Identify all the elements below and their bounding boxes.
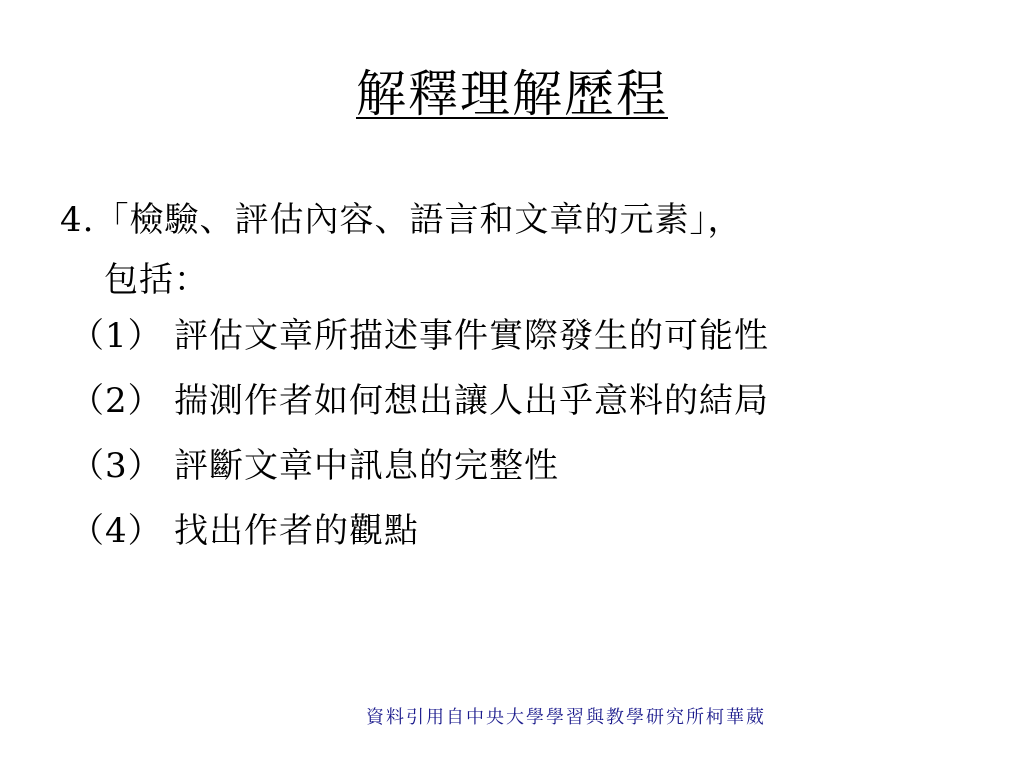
slide-title: [0, 62, 1024, 126]
list-item: [70, 308, 970, 373]
list-item-text: 找出作者的觀點: [174, 511, 419, 551]
criteria-list: [70, 308, 970, 568]
list-item-number: （1）: [70, 316, 163, 356]
slide-title-text: 解釋理解歷程: [356, 65, 668, 123]
list-item-text: 評估文章所描述事件實際發生的可能性: [174, 316, 769, 356]
list-item: [70, 373, 970, 438]
list-item: [70, 438, 970, 503]
intro-line-2: 包括：: [104, 260, 209, 300]
list-item-number: （2）: [70, 381, 163, 421]
list-item-text: 揣測作者如何想出讓人出乎意料的結局: [174, 381, 769, 421]
source-citation: 資料引用自中央大學學習與教學研究所柯華葳: [366, 707, 766, 728]
intro-paragraph: [60, 190, 980, 310]
list-item-number: （3）: [70, 446, 163, 486]
list-item: [70, 503, 970, 568]
intro-line-1: 4.「檢驗、評估內容、語言和文章的元素」，: [60, 200, 743, 240]
list-item-text: 評斷文章中訊息的完整性: [174, 446, 559, 486]
list-item-number: （4）: [70, 511, 163, 551]
